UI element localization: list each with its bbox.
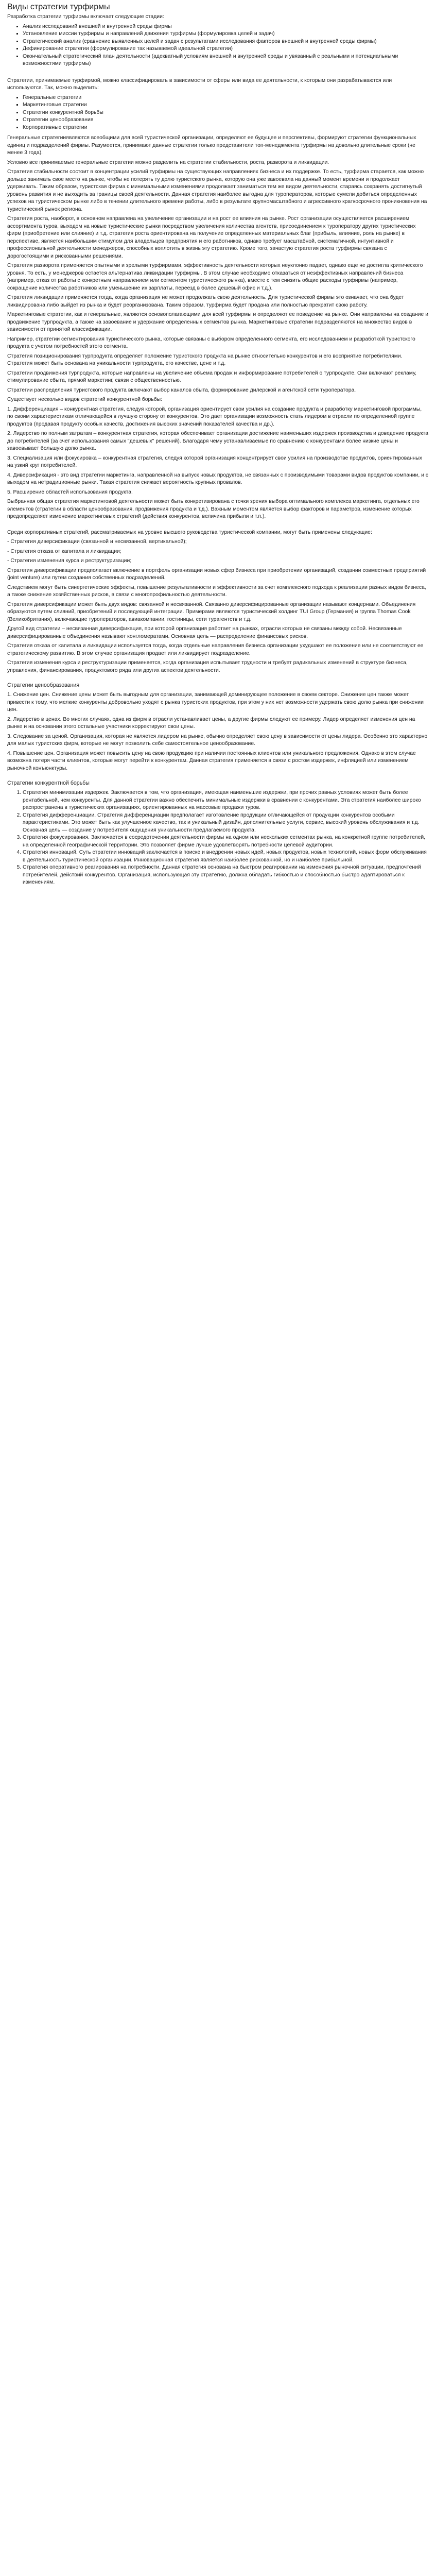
paragraph: Следствием могут быть синергетические эффекты, повышение результативности и эффективности за счет комплексного подхода к реализации разных видов бизнеса, а также снижение хозяйственных рисков, в связи с многопрофильностью деятельности. — [7, 584, 426, 598]
list-item: ▪ Окончательный стратегический план деятельности (адекватный условиям внешней и внутренней среды и увязанный с реальными и потенциальными возможностями турфирмы) — [23, 53, 429, 68]
stages-list — [7, 23, 429, 68]
types-intro: Стратегии, принимаемые турфирмой, можно классифицировать в зависимости от сферы или вида ее деятельности, к которым они разрабатываются или используются. Так, можно выделить: — [7, 77, 392, 91]
paragraph: Выбранная общая стратегия маркетинговой деятельности может быть конкретизирована с точки зрения выбора оптимального комплекса маркетинга, отдельных его элементов (стратегии в области ценообразования, продвижения продукта и т.д.). Важным моментом является выбор факторов и параметров, изменение которых предопределяет изменение маркетинговых стратегий (действия конкурентов, величина прибыли и т.п.). — [7, 499, 420, 519]
section-title: Стратегии ценообразования — [7, 682, 80, 688]
list-item: ▪ Установление миссии турфирмы и направлений движения турфирмы (формулировка целей и задач) — [23, 30, 429, 38]
paragraph: Стратегии продвижения турпродукта, которые направлены на увеличение объема продаж и информирование потребителей о турпродукте. Они включают рекламу, стимулирование сбыта, прямой маркетинг, связи с общественностью. — [7, 370, 417, 383]
document — [0, 2, 436, 887]
paragraph: 5. Расширение областей использования продукта. — [7, 489, 133, 495]
paragraph: Стратегия разворота применяется опытными и зрелыми турфирмами, эффективность деятельности которых неуклонно падает, однако еще не достигла критического уровня. То есть, у менеджеров остается альтернатива ликвидации турфирмы. В этом случае необходимо отказаться от неэффективных направлений бизнеса (например, отказ от работы с конкретным направлением или сегментом туристического рынка), вместе с тем снизить общие расходы турфирмы (например, сокращение количества работников или уменьшение их зарплаты, переезд в более дешевый офис и т.д.). — [7, 263, 423, 291]
list-item: ▪ Анализ исследований внешней и внутренней среды фирмы — [23, 23, 429, 31]
list-item: ▪ Стратегии ценообразования — [23, 116, 429, 124]
paragraph: Стратегия ликвидации применяется тогда, когда организация не может продолжать свою деятельность. Для туристической фирмы это означает, что она будет ликвидирована либо выйдет из рынка и будет реорганизована. Таким образом, турфирма будет продана или полностью прекратит свою работу. — [7, 295, 404, 308]
list-item: 3. Стратегия фокусирования. Заключается в сосредоточении деятельности фирмы на одном или нескольких сегментах рынка, на конкретной группе потребителей, на определенной географической территории. Это позволяет фирме лучше удовлетворять потребности целевой аудитории. — [23, 834, 429, 849]
list-item: ▪ Корпоративные стратегии — [23, 124, 429, 132]
list-item: ▪ Стратегический анализ (сравнение выявленных целей и задач с результатами исследования факторов внешней и внутренней среды фирмы) — [23, 38, 429, 46]
paragraph: Генеральные стратегииявляются всеобщими для всей туристической организации, определяют ее будущее и перспективы, формируют стратегии функциональных единиц и подразделений фирмы. Разумеется, принимают данные стратегии только представители топ-менеджмента турфирмы на довольно длительные сроки (не менее 3 года). — [7, 135, 416, 156]
paragraph: Стратегия стабильности состоит в концентрации усилий турфирмы на существующих направлениях бизнеса и их поддержке. То есть, турфирма старается, как можно дольше занимать свое место на рынке, чтобы не потерять ту долю туристского рынка, которую она уже завоевала на данный момент времени и продолжает удерживать. Таким образом, туристская фирма с минимальными изменениями продолжает заниматься тем же видом деятельности, стараясь сохранять достигнутый уровень развития и не выходить за границы своей деятельности. Данная стратегия наиболее выгодна для туроператоров, которые сумели добиться определенных успехов на туристическом рынке либо в течении длительного времени работы, либо в результате крупномасштабного и агрессивного краткосрочного проникновения на туристический рынок региона. — [7, 169, 427, 212]
paragraph: Маркетинговые стратегии, как и генеральные, являются основополагающими для всей турфирмы и определяют ее поведение на рынке. Они направлены на создание и продвижение турпродукта, а также на завоевание и удержание определенных сегментов рынка. Маркетинговые стратегии подразделяются на множество видов в зависимости от принятой классификации. — [7, 312, 428, 332]
paragraph: 2. Лидерство по полным затратам – конкурентная стратегия, которая обеспечивает организации достижение наименьших издержек производства и доведение продукта до потребителей (за счет использования самых "дешевых" решений). Благодаря чему устанавливаемые по сравнению с конкурентами более низкие цены и завоевывает большую долю рынка. — [7, 431, 428, 451]
paragraph: - Стратегия изменения курса и реструктуризации; — [7, 558, 132, 564]
paragraph: Стратегия диверсификации может быть двух видов: связанной и несвязанной. Связанно диверсифицированные организации называют концернами. Объединения образуются путем слияний, приобретений и последующей интеграции. Примерами являются туристический холдинг TUI Group (Германия) и группа Thomas Cook (Великобритания), включающие туроператоров, авиакомпании, гостиницы, сети турагентств и т.д. — [7, 601, 416, 622]
paragraph: Условно все принимаемые генеральные стратегии можно разделить на стратегии стабильности, роста, разворота и ликвидации. — [7, 159, 329, 165]
list-item: ▪ Маркетинговые стратегии — [23, 101, 429, 109]
paragraph: - Стратегия отказа от капитала и ликвидации; — [7, 548, 121, 554]
section-title: Стратегии конкурентной борьбы — [7, 780, 90, 786]
competition-list — [7, 789, 429, 887]
paragraph: Стратегия отказа от капитала и ликвидации используется тогда, когда отдельные направления бизнеса организации ухудшают ее положение или не соответствуют ее стратегическому развитию. В этом случае организация продает или ликвидирует подразделение. — [7, 643, 424, 656]
paragraph: Существует несколько видов стратегий конкурентной борьбы: — [7, 397, 163, 402]
paragraph: Стратегия роста, наоборот, в основном направлена на увеличение организации и на рост ее влияния на рынке. Рост организации осуществляется расширением ассортимента туров, выходом на новые туристические рынки посредством увеличения количества агентств, присоединением к туроператору других туристических фирм (приобретение или слияние) и т.д. стратегия роста ориентирована на получение определенных материальных благ (прибыль, влияние, роль на рынке) в перспективе, является наибольшим стимулом для владельцев предприятия и его работников, однако требует масштабной, систематичной, интуитивной и профессиональной деятельности менеджеров, способных воплотить в жизнь эту стратегию. Кроме того, зачастую стратегия роста турфирмы связана с дорогостоящими и рискованными решениями. — [7, 216, 416, 259]
paragraph: Стратегии распределения туристского продукта включают выбор каналов сбыта, формирование дилерской и агентской сети туроператора. — [7, 387, 356, 393]
paragraph: 2. Лидерство в ценах. Во многих случаях, одна из фирм в отрасли устанавливает цены, а другие фирмы следуют ее примеру. Лидер определяет изменения цен на рынке и на основании этого остальные участники корректируют свои цены. — [7, 716, 415, 730]
paragraph: Стратегия позиционирования турпродукта определяет положение туристского продукта на рынке относительно конкурентов и его восприятие потребителями. Стратегия может быть основана на уникальности турпродукта, его качестве, цене и т.д. — [7, 353, 403, 366]
paragraph: Стратегия изменения курса и реструктуризации применяется, когда организация испытывает трудности и требует радикальных изменений в структуре бизнеса, управления, финансирования, продуктового ряда или других аспектов деятельности. — [7, 660, 408, 673]
page-title: Виды стратегии турфирмы — [7, 3, 110, 11]
intro-paragraph: Разработка стратегии турфирмы включает следующие стадии: — [7, 14, 164, 20]
paragraph: Среди корпоративных стратегий, рассматриваемых на уровне высшего руководства туристической компании, могут быть применены следующие: — [7, 529, 372, 535]
list-item: 1. Стратегия минимизации издержек. Заключается в том, что организация, имеющая наименьшие издержки, при прочих равных условиях может быть более рентабельной, чем конкуренты. Для данной стратегии важно обеспечить минимальные издержки в сравнении с конкурентами. Эта стратегия наиболее широко распространена в туристических организациях, ориентированных на массовые продажи туров. — [23, 789, 429, 812]
list-item: ▪ Стратегии конкурентной борьбы — [23, 109, 429, 117]
paragraph: 4. Повышение цен. Организация может повысить цену на свою продукцию при наличии постоянных клиентов или уникального предложения. Однако в этом случае возможна потеря части клиентов, которые могут перейти к конкурентам. Данная стратегия применяется в связи с ростом издержек, инфляцией или изменением рыночной конъюнктуры. — [7, 750, 416, 771]
paragraph: 1. Дифференциация – конкурентная стратегия, следуя которой, организация ориентирует свои усилия на создание продукта и разработку маркетинговой программы, по своим характеристикам отличающейся в лучшую сторону от конкурентов. Это дает организации возможность стать лидером в отрасли по определенной группе продуктов (продавая продукту особых качеств, достижения высоких значений показателей качества и др.). — [7, 406, 422, 427]
paragraph: Другой вид стратегии – несвязанная диверсификация, при которой организация работает на рынках, отрасли которых не связаны между собой. Несвязанные диверсифицированные объединения называют конгломератами. Основная цель — распределение финансовых рисков. — [7, 626, 402, 639]
list-item: ▪ Дефинирование стратегии (формулирование так называемой идеальной стратегии) — [23, 45, 429, 53]
paragraph: - Стратегия диверсификации (связанной и несвязанной, вертикальной); — [7, 539, 187, 545]
paragraph: 1. Снижение цен. Снижение цены может быть выгодным для организации, занимающей доминирующее положение в своем секторе. Снижение цен также может привести к тому, что мелкие конкуренты добровольно уходят с рынка туристских продуктов, при этом у них нет возможности удержать свою долю рынка при снижении цен. — [7, 692, 424, 713]
paragraph: 4. Диверсификация - это вид стратегии маркетинга, направленной на выпуск новых продуктов, не связанных с производимыми товарами видов продуктов компании, и с выходом на нетрадиционные рынки. Такая стратегия снижает вероятность крупных провалов. — [7, 472, 428, 485]
list-item: 2. Стратегия дифференциации. Стратегия дифференциации предполагает изготовление продукции отличающейся от продукции конкурентов особыми характеристиками. Это может быть как улучшенное качество, так и уникальный дизайн, дополнительные услуги, сервис, высокий уровень обслуживания и т.д. Основная цель — создание у потребителя ощущения уникальности предлагаемого продукта. — [23, 812, 429, 835]
paragraph: Стратегия диверсификации предполагает включение в портфель организации новых сфер бизнеса при приобретении организаций, создании совместных предприятий (joint venture) или путем создания собственных подразделений. — [7, 567, 426, 581]
paragraph: Например, стратегии сегментирования туристического рынка, которые связаны с выбором определенного сегмента, его исследованием и разработкой туристского продукта с учетом потребностей этого сегмента. — [7, 336, 415, 349]
paragraph: 3. Следование за ценой. Организация, которая не является лидером на рынке, обычно определяет свою цену в зависимости от цены лидера. Особенно это характерно для малых туристских фирм, которые не могут позволить себе самостоятельное ценообразование. — [7, 733, 428, 747]
list-item: 5. Стратегия оперативного реагирования на потребности. Данная стратегия основана на быстром реагировании на изменения рыночной ситуации, предпочтений потребителей, действий конкурентов. Организация, использующая эту стратегию, должна обладать гибкостью и способностью быстро адаптироваться к изменениям. — [23, 864, 429, 887]
paragraph: 3. Специализация или фокусировка – конкурентная стратегия, следуя которой организация концентрирует свои усилия на производстве продуктов, ориентированных на узкий круг потребителей. — [7, 455, 423, 468]
list-item: 4. Стратегия инноваций. Суть стратегии инноваций заключается в поиске и внедрении новых идей, новых продуктов, новых технологий, новых форм обслуживания в деятельность туристической организации. Инновационная стратегия является наиболее рискованной, но и наиболее прибыльной. — [23, 849, 429, 864]
types-list — [7, 94, 429, 132]
list-item: ▪ Генеральные стратегии — [23, 94, 429, 102]
